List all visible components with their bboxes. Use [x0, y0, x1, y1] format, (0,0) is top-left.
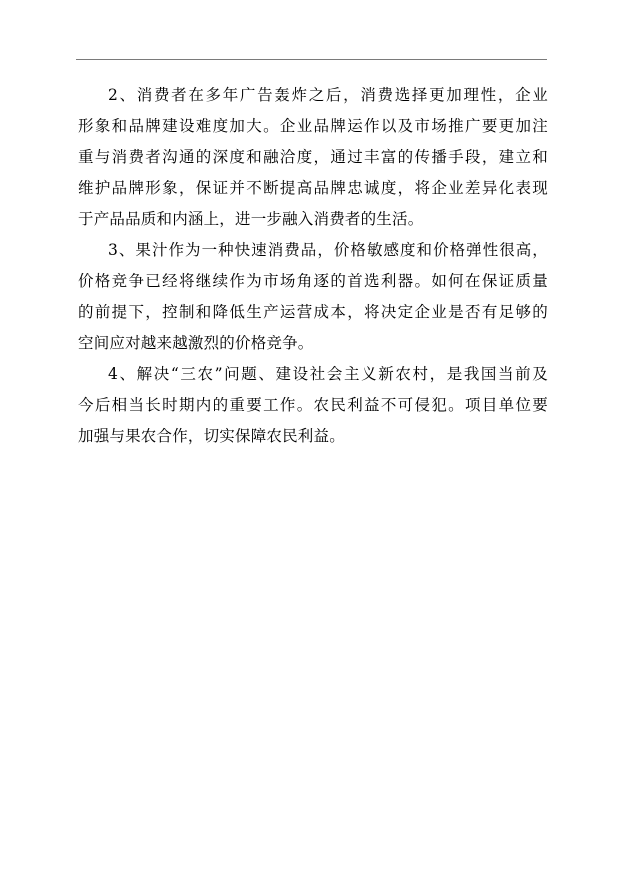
paragraph-line: 2、消费者在多年广告轰炸之后，消费选择更加理性，企业 — [108, 86, 548, 104]
paragraph-rural-issues — [78, 359, 548, 452]
header-rule — [76, 59, 547, 60]
paragraph-consumer-branding — [78, 80, 548, 235]
paragraph-line: 空间应对越来越激烈的价格竞争。 — [78, 334, 314, 352]
paragraph-price-competition — [78, 235, 548, 359]
paragraph-line: 重与消费者沟通的深度和融洽度，通过丰富的传播手段，建立和 — [78, 148, 548, 166]
paragraph-line: 今后相当长时期内的重要工作。农民利益不可侵犯。项目单位要 — [78, 396, 548, 414]
paragraph-line: 的前提下，控制和降低生产运营成本，将决定企业是否有足够的 — [78, 303, 548, 321]
paragraph-line: 加强与果农合作，切实保障农民利益。 — [78, 427, 345, 445]
paragraph-line: 形象和品牌建设难度加大。企业品牌运作以及市场推广要更加注 — [78, 117, 548, 135]
paragraph-line: 维护品牌形象，保证并不断提高品牌忠诚度，将企业差异化表现 — [78, 179, 548, 197]
paragraph-line: 4、解决“三农”问题、建设社会主义新农村，是我国当前及 — [108, 365, 548, 383]
paragraph-line: 价格竞争已经将继续作为市场角逐的首选利器。如何在保证质量 — [78, 272, 548, 290]
paragraph-line: 3、果汁作为一种快速消费品，价格敏感度和价格弹性很高， — [108, 241, 548, 259]
paragraph-line: 于产品品质和内涵上，进一步融入消费者的生活。 — [78, 210, 424, 228]
